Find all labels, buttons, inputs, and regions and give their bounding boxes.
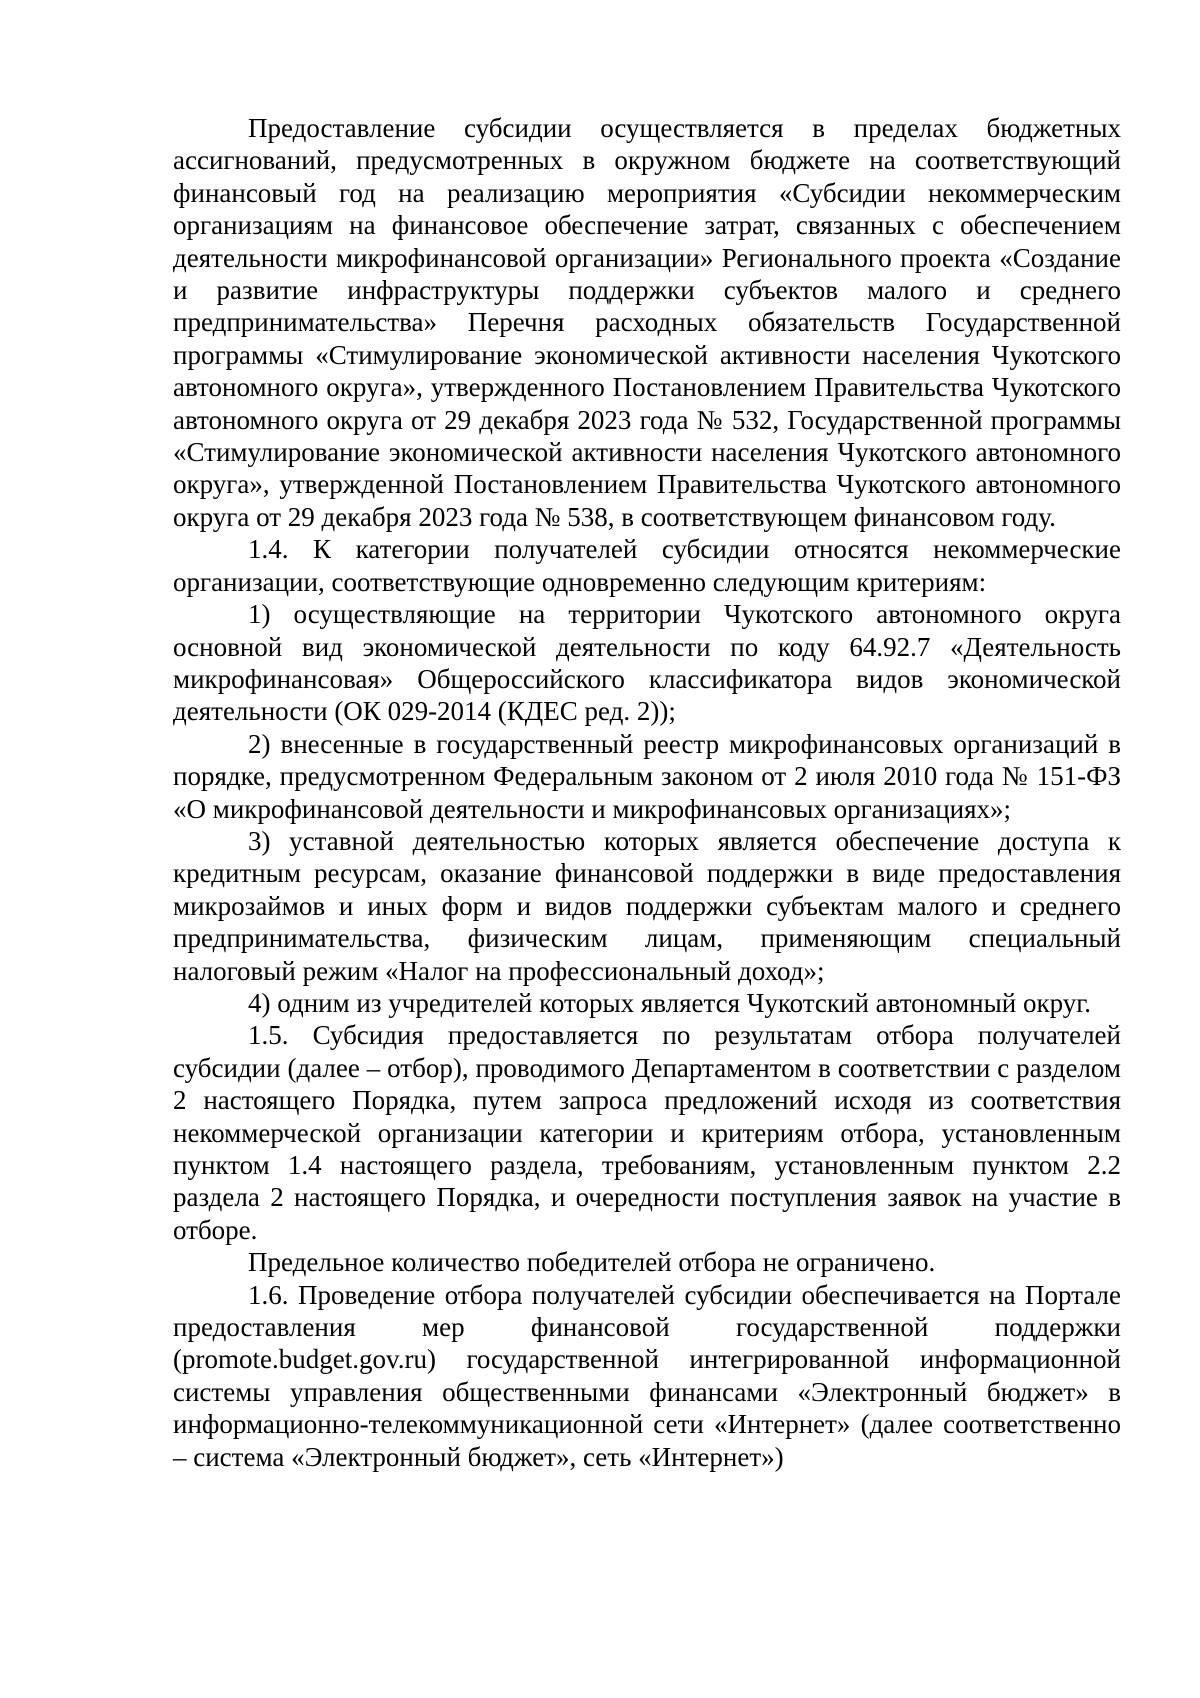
paragraph-criterion-1: 1) осуществляющие на территории Чукотского автономного округа основной вид экономической деятельности по коду 64.92.7 «Деятельность микрофинансовая» Общероссийского классификатора видов экономической деятельности (ОК 029-2014 (КДЕС ред. 2)); (173, 599, 1121, 727)
paragraph-budget-allocations: Предоставление субсидии осуществляется в пределах бюджетных ассигнований, предусмотренных в окружном бюджете на соответствующий финансовый год на реализацию мероприятия «Субсидии некоммерческим организациям на финансовое обеспечение затрат, связанных с обеспечением деятельности микрофинансовой организации» Регионального проекта «Создание и развитие инфраструктуры поддержки субъектов малого и среднего предпринимательства» Перечня расходных обязательств Государственной программы «Стимулирование экономической активности населения Чукотского автономного округа», утвержденного Постановлением Правительства Чукотского автономного округа от 29 декабря 2023 года № 532, Государственной программы «Стимулирование экономической активности населения Чукотского автономного округа», утвержденной Постановлением Правительства Чукотского автономного округа от 29 декабря 2023 года № 538, в соответствующем финансовом году. (173, 113, 1121, 532)
paragraph-criterion-3: 3) уставной деятельностью которых является обеспечение доступа к кредитным ресурсам, оказание финансовой поддержки в виде предоставления микрозаймов и иных форм и видов поддержки субъектам малого и среднего предпринимательства, физическим лицам, применяющим специальный налоговый режим «Налог на профессиональный доход»; (173, 825, 1121, 986)
document-page (173, 112, 1121, 1473)
paragraph-criterion-4: 4) одним из учредителей которых является Чукотский автономный округ. (248, 987, 1091, 1018)
paragraph-1-4-recipient-category: 1.4. К категории получателей субсидии относятся некоммерческие организации, соответствующие одновременно следующим критериям: (173, 534, 1121, 597)
paragraph-winners-limit: Предельное количество победителей отбора не ограничено. (248, 1247, 936, 1278)
paragraph-1-6-portal: 1.6. Проведение отбора получателей субсидии обеспечивается на Портале предоставления мер финансовой государственной поддержки (promote.budget.gov.ru) государственной интегрированной информационной системы управления общественными финансами «Электронный бюджет» в информационно-телекоммуникационной сети «Интернет» (далее соответственно – система «Электронный бюджет», сеть «Интернет») (173, 1279, 1121, 1472)
paragraph-1-5-selection: 1.5. Субсидия предоставляется по результатам отбора получателей субсидии (далее – отбор), проводимого Департаментом в соответствии с разделом 2 настоящего Порядка, путем запроса предложений исходя из соответствия некоммерческой организации категории и критериям отбора, установленным пунктом 1.4 настоящего раздела, требованиям, установленным пунктом 2.2 раздела 2 настоящего Порядка, и очередности поступления заявок на участие в отборе. (173, 1020, 1121, 1245)
paragraph-criterion-2: 2) внесенные в государственный реестр микрофинансовых организаций в порядке, предусмотренном Федеральным законом от 2 июля 2010 года № 151-ФЗ «О микрофинансовой деятельности и микрофинансовых организациях»; (173, 728, 1121, 824)
